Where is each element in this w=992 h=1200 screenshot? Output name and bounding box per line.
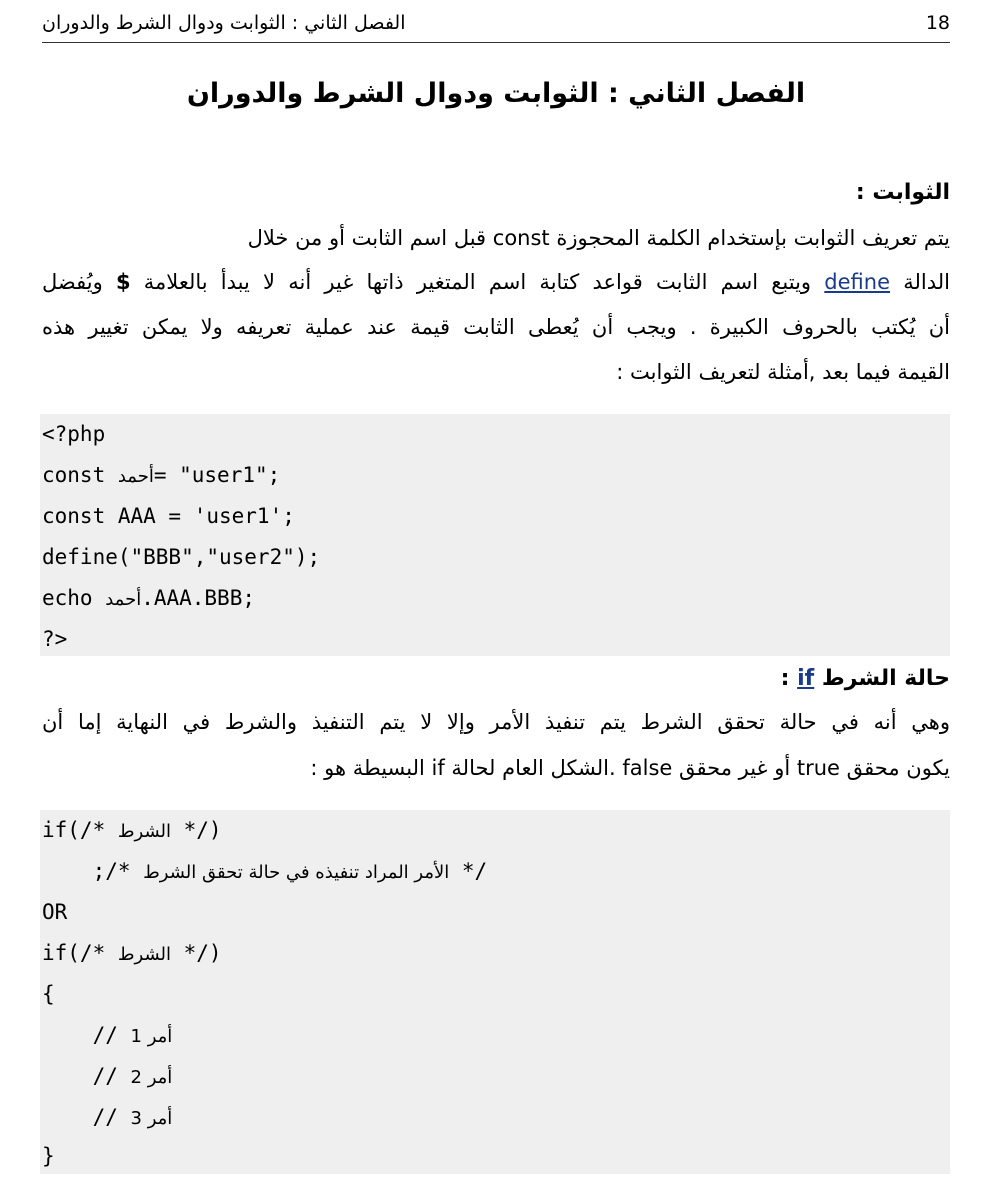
code-token: ;/* <box>42 859 144 883</box>
code-block-constants <box>40 414 950 656</box>
if-keyword-link[interactable]: if <box>797 666 815 691</box>
chapter-title: الفصل الثاني : الثوابت ودوال الشرط والدوران <box>186 78 806 109</box>
code-token: // <box>42 1105 131 1129</box>
code-block-if <box>40 810 950 1174</box>
line2-before-link: الدالة <box>890 270 950 294</box>
code-line <box>42 1064 172 1088</box>
code-token: */ <box>449 859 488 883</box>
code-token: // <box>42 1064 131 1088</box>
code-token-arabic: أمر 2 <box>130 1067 173 1088</box>
if-paragraph-line-1: وهي أنه في حالة تحقق الشرط يتم تنفيذ الأمر وإلا لا يتم التنفيذ والشرط في النهاية إما أن <box>42 710 950 734</box>
constants-heading: الثوابت : <box>855 180 950 205</box>
running-header-title: الفصل الثاني : الثوابت ودوال الشرط والدوران <box>42 12 406 34</box>
code-line <box>42 1105 172 1129</box>
code-line <box>42 818 222 842</box>
constants-paragraph-line-1: يتم تعريف الثوابت بإستخدام الكلمة المحجوزة const قبل اسم الثابت أو من خلال <box>247 226 950 250</box>
if-paragraph-line-2: يكون محقق true أو غير محقق false .الشكل العام لحالة if البسيطة هو : <box>310 756 950 780</box>
code-line: { <box>42 982 55 1006</box>
constants-paragraph-line-2 <box>42 270 950 294</box>
code-line: } <box>42 1144 55 1168</box>
code-line: <?php <box>42 422 106 446</box>
page-number: 18 <box>925 12 950 34</box>
code-line: OR <box>42 900 68 924</box>
if-heading-colon: : <box>780 666 798 691</box>
code-token-arabic: الشرط <box>117 944 171 965</box>
code-line <box>42 463 280 487</box>
code-line: const AAA = 'user1'; <box>42 504 295 528</box>
code-token: .AAA.BBB; <box>141 586 255 610</box>
running-header <box>42 10 950 43</box>
code-token-arabic: أمر 3 <box>130 1108 173 1129</box>
code-token-arabic: الشرط <box>117 821 171 842</box>
code-token: */) <box>170 941 222 965</box>
if-heading <box>781 666 950 691</box>
if-heading-text: حالة الشرط <box>814 666 950 691</box>
code-token-arabic: أحمد <box>105 589 142 610</box>
code-line: ?> <box>42 627 68 651</box>
define-link[interactable]: define <box>824 270 891 294</box>
code-token: = "user1"; <box>153 463 281 487</box>
code-token: */) <box>170 818 222 842</box>
code-token-arabic: الأمر المراد تنفيذه في حالة تحقق الشرط <box>143 862 450 883</box>
dollar-symbol: $ <box>115 270 131 294</box>
code-token-arabic: أحمد <box>117 466 154 487</box>
line2-after: ويُفضل <box>42 270 116 294</box>
code-token: const <box>42 463 118 487</box>
code-token: echo <box>42 586 106 610</box>
code-line <box>42 859 487 883</box>
code-token: // <box>42 1023 131 1047</box>
code-token-arabic: أمر 1 <box>130 1026 173 1047</box>
constants-paragraph-line-3: أن يُكتب بالحروف الكبيرة . ويجب أن يُعطى الثابت قيمة عند عملية تعريفه ولا يمكن تغيير هذه <box>42 315 950 339</box>
code-token: if(/* <box>42 941 118 965</box>
code-line: define("BBB","user2"); <box>42 545 321 569</box>
code-line <box>42 941 222 965</box>
code-token: if(/* <box>42 818 118 842</box>
line2-middle: ويتبع اسم الثابت قواعد كتابة اسم المتغير ذاتها غير أنه لا يبدأ بالعلامة <box>130 270 825 294</box>
code-line <box>42 1023 172 1047</box>
code-line <box>42 586 255 610</box>
constants-paragraph-line-4: القيمة فيما بعد ,أمثلة لتعريف الثوابت : <box>616 360 950 384</box>
